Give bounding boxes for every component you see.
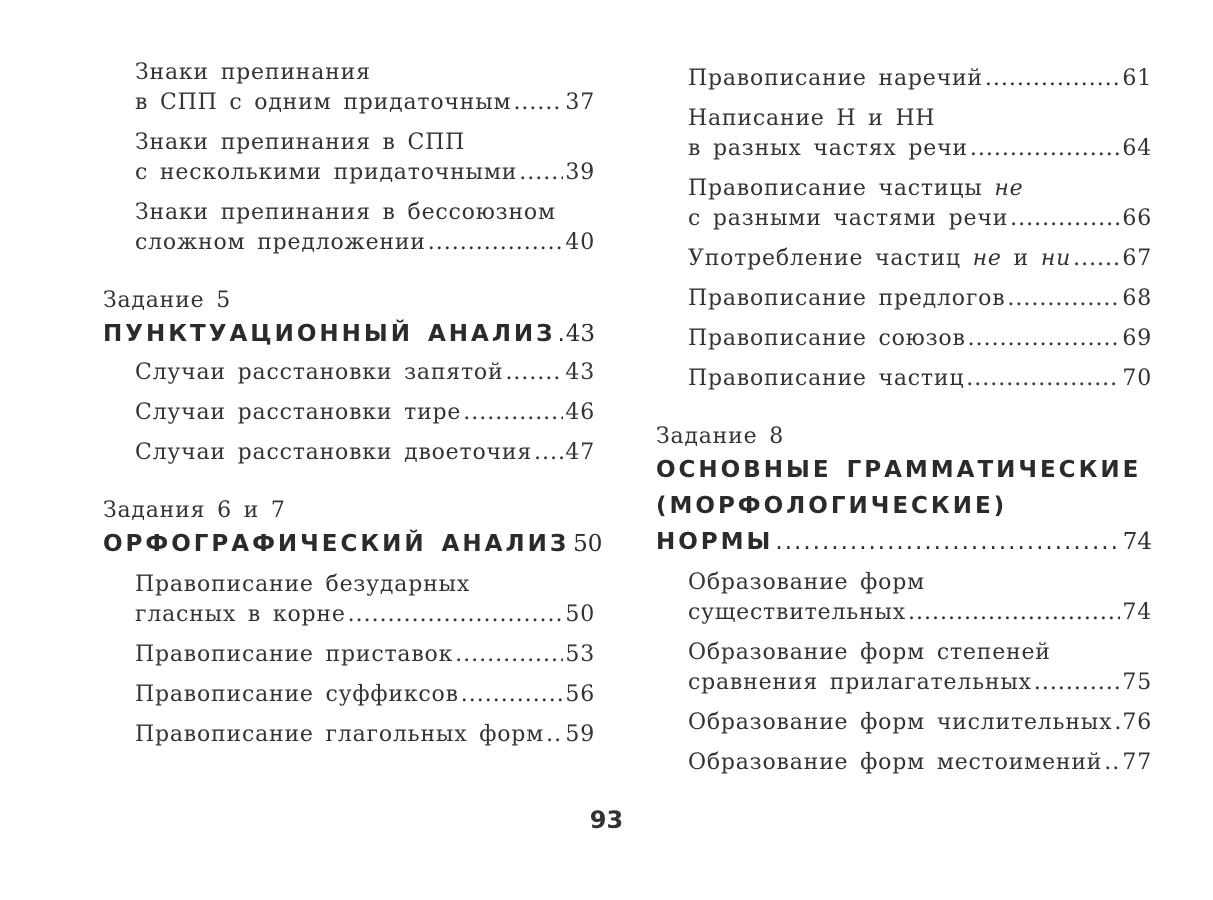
toc-page-number: 74 bbox=[1122, 529, 1152, 555]
toc-page-number: 50 bbox=[565, 602, 595, 627]
dot-leader bbox=[1007, 284, 1120, 314]
toc-entry[interactable]: Образование форм существительных ..... 74 bbox=[688, 568, 1152, 628]
dot-leader bbox=[908, 598, 1120, 628]
task-label: Задание 8 bbox=[656, 424, 785, 449]
toc-entry[interactable]: Знаки препинания в СПП с несколькими придаточными ..... 39 bbox=[135, 128, 595, 188]
toc-entry[interactable]: Правописание частиц ..... 70 bbox=[688, 364, 1152, 394]
toc-page-number: 68 bbox=[1122, 286, 1152, 311]
toc-entry[interactable]: Правописание предлогов ..... 68 bbox=[688, 284, 1152, 314]
toc-entry[interactable]: Правописание наречий ..... 61 bbox=[688, 64, 1152, 94]
dot-leader bbox=[455, 640, 563, 670]
toc-entry[interactable]: Правописание суффиксов ..... 56 bbox=[135, 680, 595, 710]
toc-page-number: 67 bbox=[1122, 246, 1152, 271]
page-number: 93 bbox=[589, 806, 624, 834]
toc-page-number: 47 bbox=[565, 440, 595, 465]
dot-leader bbox=[513, 88, 563, 118]
dot-leader bbox=[558, 316, 564, 352]
task-label: Задание 5 bbox=[103, 288, 232, 313]
dot-leader bbox=[348, 600, 564, 630]
dot-leader bbox=[505, 358, 563, 388]
toc-page-number: 43 bbox=[565, 360, 595, 385]
dot-leader bbox=[428, 228, 564, 258]
dot-leader bbox=[534, 438, 563, 468]
toc-page-number: 69 bbox=[1122, 326, 1152, 351]
dot-leader bbox=[968, 324, 1121, 354]
toc-heading[interactable]: ОРФОГРАФИЧЕСКИЙ АНАЛИЗ 50 bbox=[103, 526, 595, 562]
dot-leader bbox=[1034, 668, 1121, 698]
toc-entry[interactable]: Правописание глагольных форм ..... 59 bbox=[135, 720, 595, 750]
toc-page-number: 64 bbox=[1122, 136, 1152, 161]
dot-leader bbox=[966, 364, 1120, 394]
dot-leader bbox=[546, 720, 563, 750]
toc-right-column bbox=[656, 64, 1152, 800]
toc-entry[interactable]: Употребление частиц не и ни ..... 67 bbox=[688, 244, 1152, 274]
dot-leader bbox=[1010, 204, 1120, 234]
toc-page-number: 46 bbox=[565, 400, 595, 425]
toc-entry[interactable]: Образование форм местоимений ..... 77 bbox=[688, 748, 1152, 778]
toc-page-number: 75 bbox=[1122, 670, 1152, 695]
dot-leader bbox=[775, 524, 1120, 560]
toc-subsection-punctuation-spp bbox=[103, 58, 595, 258]
dot-leader bbox=[519, 158, 563, 188]
toc-heading[interactable]: ПУНКТУАЦИОННЫЙ АНАЛИЗ ..... 43 bbox=[103, 316, 595, 352]
toc-page-number: 74 bbox=[1122, 600, 1152, 625]
toc-entry[interactable]: Написание Н и НН в разных частях речи ..... 64 bbox=[688, 104, 1152, 164]
toc-page-number: 53 bbox=[565, 642, 595, 667]
toc-page-number: 66 bbox=[1122, 206, 1152, 231]
toc-page-number: 59 bbox=[565, 722, 595, 747]
toc-entry[interactable]: Случаи расстановки двоеточия ..... 47 bbox=[135, 438, 595, 468]
toc-page-number: 56 bbox=[565, 682, 595, 707]
toc-page-number: 70 bbox=[1122, 366, 1152, 391]
toc-subsection-orthography bbox=[656, 64, 1152, 394]
toc-entry[interactable]: Образование форм числительных ..... 76 bbox=[688, 708, 1152, 738]
toc-entry[interactable]: Правописание безударных гласных в корне ..... 50 bbox=[135, 570, 595, 630]
toc-page-number: 43 bbox=[565, 321, 595, 347]
toc-page-number: 40 bbox=[565, 230, 595, 255]
toc-task-6-7 bbox=[103, 496, 603, 750]
toc-entry[interactable]: Случаи расстановки запятой ..... 43 bbox=[135, 358, 595, 388]
dot-leader bbox=[1073, 244, 1120, 274]
task-label: Задания 6 и 7 bbox=[103, 498, 286, 523]
toc-page-number: 77 bbox=[1122, 750, 1152, 775]
toc-entry[interactable]: Правописание союзов ..... 69 bbox=[688, 324, 1152, 354]
toc-page-number: 61 bbox=[1122, 66, 1152, 91]
toc-left-column bbox=[103, 58, 603, 772]
toc-page-number: 37 bbox=[565, 90, 595, 115]
toc-entry[interactable]: Знаки препинания в СПП с одним придаточным ..... 37 bbox=[135, 58, 595, 118]
toc-entry[interactable]: Знаки препинания в бессоюзном сложном предложении ..... 40 bbox=[135, 198, 595, 258]
toc-page-number: 39 bbox=[565, 160, 595, 185]
toc-heading[interactable]: ОСНОВНЫЕ ГРАММАТИЧЕСКИЕ (МОРФОЛОГИЧЕСКИЕ) НОРМЫ ..... 74 bbox=[656, 452, 1152, 560]
dot-leader bbox=[970, 134, 1120, 164]
toc-entry[interactable]: Правописание приставок ..... 53 bbox=[135, 640, 595, 670]
dot-leader bbox=[1114, 708, 1120, 738]
dot-leader bbox=[1104, 748, 1120, 778]
dot-leader bbox=[985, 64, 1121, 94]
toc-entry[interactable]: Случаи расстановки тире ..... 46 bbox=[135, 398, 595, 428]
dot-leader bbox=[463, 398, 563, 428]
toc-page-number: 50 bbox=[573, 531, 603, 557]
toc-entry[interactable]: Образование форм степеней сравнения прилагательных ..... 75 bbox=[688, 638, 1152, 698]
toc-task-8 bbox=[656, 422, 1152, 778]
toc-page-number: 76 bbox=[1122, 710, 1152, 735]
toc-task-5 bbox=[103, 286, 595, 468]
toc-entry[interactable]: Правописание частицы не с разными частями речи ..... 66 bbox=[688, 174, 1152, 234]
dot-leader bbox=[461, 680, 564, 710]
